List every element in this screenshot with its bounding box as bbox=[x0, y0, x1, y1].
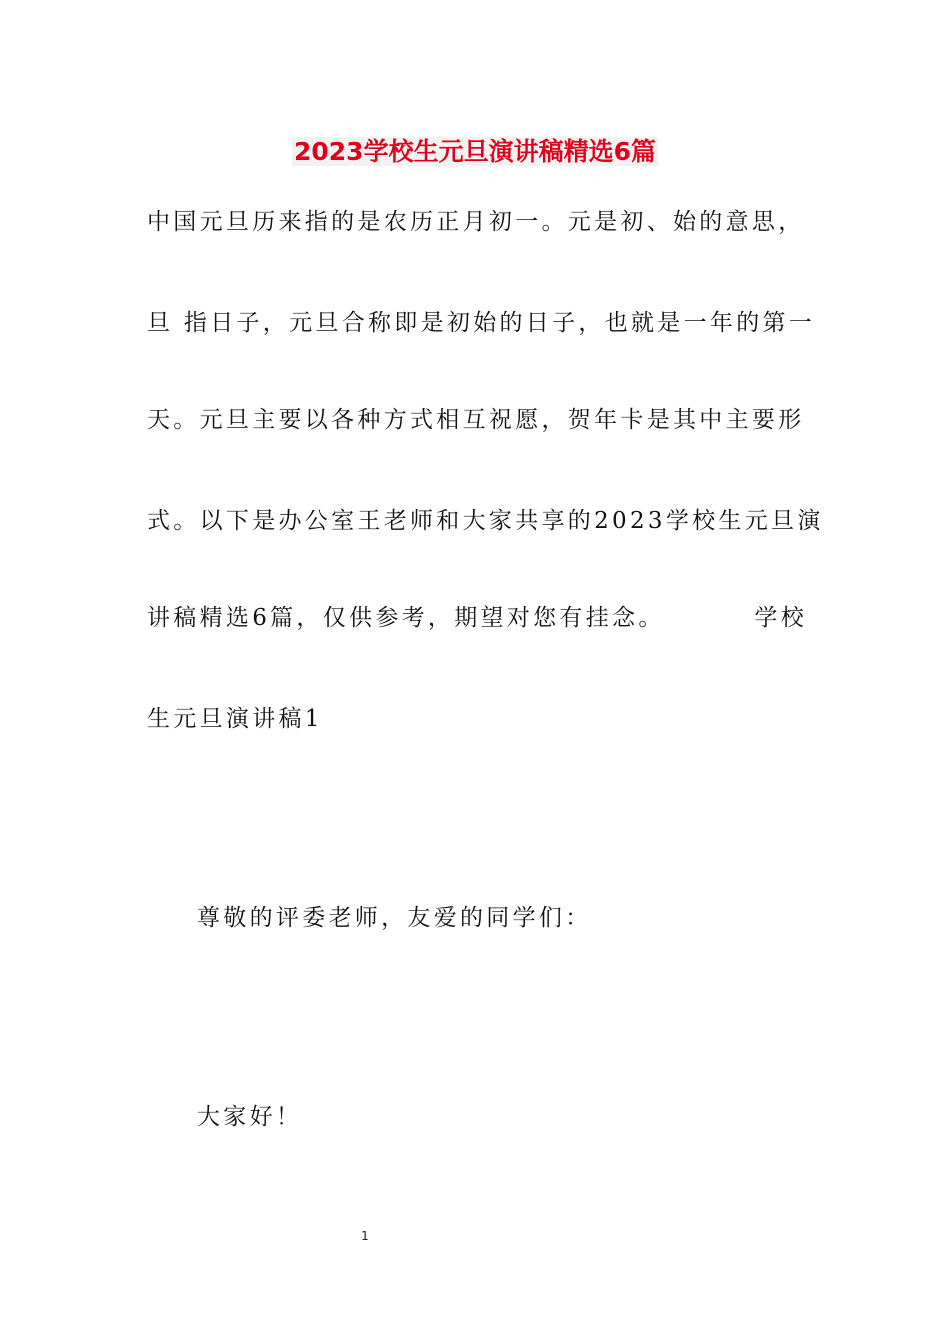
intro-line-5-right: 学校 bbox=[754, 605, 807, 631]
intro-line-3: 天。元旦主要以各种方式相互祝愿，贺年卡是其中主要形 bbox=[147, 407, 805, 433]
intro-line-4: 式。以下是办公室王老师和大家共享的2023学校生元旦演 bbox=[147, 508, 824, 534]
intro-line-5 bbox=[147, 603, 807, 633]
intro-line-2: 旦 指日子，元旦合称即是初始的日子，也就是一年的第一 bbox=[147, 310, 816, 336]
intro-line-5-left: 讲稿精选6篇，仅供参考，期望对您有挂念。 bbox=[147, 605, 665, 631]
page-number: 1 bbox=[361, 1229, 369, 1243]
document-title-text: 2023学校生元旦演讲稿精选6篇 bbox=[294, 137, 656, 166]
document-title bbox=[0, 132, 950, 172]
salutation: 尊敬的评委老师，友爱的同学们： bbox=[197, 905, 592, 931]
intro-line-1: 中国元旦历来指的是农历正月初一。元是初、始的意思， bbox=[147, 209, 805, 235]
greeting: 大家好！ bbox=[197, 1104, 303, 1130]
speech-heading: 生元旦演讲稿1 bbox=[147, 706, 323, 732]
